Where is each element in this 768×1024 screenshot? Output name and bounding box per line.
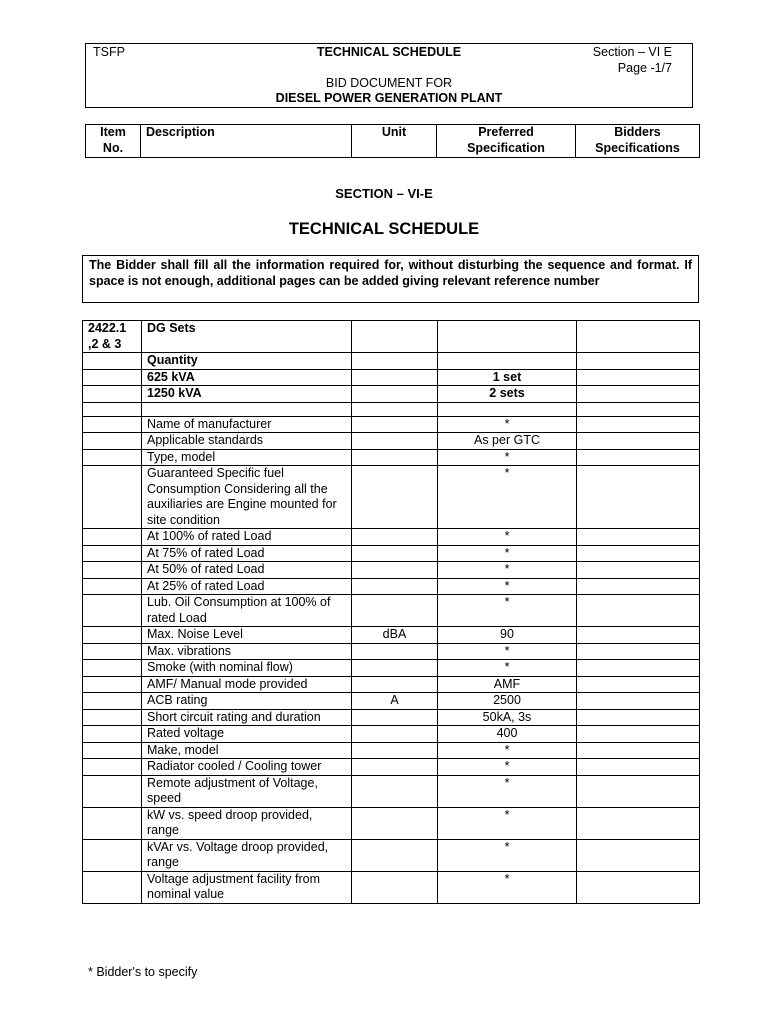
row-unit <box>352 321 438 353</box>
row-unit <box>352 578 438 595</box>
row-item <box>83 839 142 871</box>
document-header <box>85 43 693 108</box>
row-bidders <box>577 643 700 660</box>
row-description: At 75% of rated Load <box>142 545 352 562</box>
section-heading: SECTION – VI-E <box>335 186 433 201</box>
table-row <box>83 369 700 386</box>
row-unit <box>352 871 438 903</box>
col-item: Item No. <box>86 125 141 158</box>
row-bidders <box>577 321 700 353</box>
row-preferred: * <box>438 595 577 627</box>
row-item <box>83 369 142 386</box>
row-bidders <box>577 742 700 759</box>
row-description: Applicable standards <box>142 433 352 450</box>
row-description <box>142 402 352 416</box>
row-preferred: 2 sets <box>438 386 577 403</box>
row-unit <box>352 775 438 807</box>
row-item <box>83 643 142 660</box>
row-unit <box>352 660 438 677</box>
row-item <box>83 709 142 726</box>
row-bidders <box>577 693 700 710</box>
row-bidders <box>577 449 700 466</box>
row-unit <box>352 353 438 370</box>
row-preferred: 50kA, 3s <box>438 709 577 726</box>
row-bidders <box>577 775 700 807</box>
row-item <box>83 386 142 403</box>
row-item <box>83 529 142 546</box>
header-title: TECHNICAL SCHEDULE <box>316 45 462 59</box>
row-bidders <box>577 386 700 403</box>
table-row <box>83 321 700 353</box>
row-preferred: * <box>438 759 577 776</box>
section-title: TECHNICAL SCHEDULE <box>288 220 480 238</box>
table-row <box>83 595 700 627</box>
row-item <box>83 545 142 562</box>
row-preferred: * <box>438 416 577 433</box>
row-preferred: * <box>438 807 577 839</box>
row-preferred <box>438 402 577 416</box>
row-preferred: * <box>438 643 577 660</box>
row-description: Smoke (with nominal flow) <box>142 660 352 677</box>
row-unit <box>352 416 438 433</box>
row-item <box>83 562 142 579</box>
row-unit <box>352 386 438 403</box>
row-item <box>83 416 142 433</box>
table-row <box>83 643 700 660</box>
row-unit <box>352 676 438 693</box>
row-preferred: 400 <box>438 726 577 743</box>
row-preferred: AMF <box>438 676 577 693</box>
table-row <box>83 529 700 546</box>
row-item <box>83 433 142 450</box>
row-unit <box>352 807 438 839</box>
row-bidders <box>577 709 700 726</box>
row-item <box>83 676 142 693</box>
row-bidders <box>577 562 700 579</box>
row-item <box>83 627 142 644</box>
table-row <box>83 562 700 579</box>
table-row <box>83 402 700 416</box>
row-bidders <box>577 726 700 743</box>
row-preferred: 2500 <box>438 693 577 710</box>
row-unit <box>352 545 438 562</box>
table-row <box>83 693 700 710</box>
footnote: * Bidder's to specify <box>88 965 198 979</box>
row-description: At 100% of rated Load <box>142 529 352 546</box>
row-item <box>83 449 142 466</box>
row-unit: dBA <box>352 627 438 644</box>
row-preferred: 90 <box>438 627 577 644</box>
table-row <box>83 839 700 871</box>
row-preferred: * <box>438 839 577 871</box>
row-unit <box>352 562 438 579</box>
row-bidders <box>577 466 700 529</box>
table-row <box>83 416 700 433</box>
table-row <box>83 742 700 759</box>
row-preferred: * <box>438 466 577 529</box>
table-row <box>83 660 700 677</box>
row-item <box>83 402 142 416</box>
row-unit <box>352 369 438 386</box>
row-unit <box>352 402 438 416</box>
header-plant: DIESEL POWER GENERATION PLANT <box>275 91 503 105</box>
row-description: Remote adjustment of Voltage, speed <box>142 775 352 807</box>
row-description: Name of manufacturer <box>142 416 352 433</box>
row-bidders <box>577 660 700 677</box>
row-item <box>83 871 142 903</box>
row-bidders <box>577 871 700 903</box>
row-item <box>83 466 142 529</box>
row-preferred: 1 set <box>438 369 577 386</box>
row-item <box>83 693 142 710</box>
row-description: Type, model <box>142 449 352 466</box>
header-page: Page -1/7 <box>617 61 672 75</box>
table-row <box>83 726 700 743</box>
row-bidders <box>577 807 700 839</box>
table-row <box>83 759 700 776</box>
table-row <box>83 466 700 529</box>
table-row <box>83 871 700 903</box>
row-bidders <box>577 529 700 546</box>
row-description: Max. Noise Level <box>142 627 352 644</box>
row-unit <box>352 466 438 529</box>
row-bidders <box>577 369 700 386</box>
row-description: Radiator cooled / Cooling tower <box>142 759 352 776</box>
row-preferred: * <box>438 660 577 677</box>
table-row <box>83 433 700 450</box>
col-description: Description <box>141 125 352 158</box>
row-description: Max. vibrations <box>142 643 352 660</box>
row-bidders <box>577 402 700 416</box>
row-preferred: As per GTC <box>438 433 577 450</box>
table-row <box>83 676 700 693</box>
row-description: At 25% of rated Load <box>142 578 352 595</box>
row-item <box>83 595 142 627</box>
row-bidders <box>577 578 700 595</box>
row-bidders <box>577 759 700 776</box>
schedule-table <box>82 320 700 904</box>
row-bidders <box>577 839 700 871</box>
table-row <box>83 386 700 403</box>
row-description: Lub. Oil Consumption at 100% of rated Load <box>142 595 352 627</box>
row-unit <box>352 643 438 660</box>
row-description: 625 kVA <box>142 369 352 386</box>
row-preferred <box>438 353 577 370</box>
row-item <box>83 759 142 776</box>
row-bidders <box>577 595 700 627</box>
row-item: 2422.1 ,2 & 3 <box>83 321 142 353</box>
row-unit <box>352 726 438 743</box>
row-unit <box>352 709 438 726</box>
row-description: 1250 kVA <box>142 386 352 403</box>
row-description: Make, model <box>142 742 352 759</box>
row-unit <box>352 449 438 466</box>
row-unit <box>352 595 438 627</box>
table-row <box>83 627 700 644</box>
row-description: Short circuit rating and duration <box>142 709 352 726</box>
row-preferred: * <box>438 562 577 579</box>
header-section: Section – VI E <box>592 45 672 59</box>
row-description: Guaranteed Specific fuel Consumption Considering all the auxiliaries are Engine mounted for site condition <box>142 466 352 529</box>
row-description: At 50% of rated Load <box>142 562 352 579</box>
row-description: ACB rating <box>142 693 352 710</box>
row-item <box>83 807 142 839</box>
row-item <box>83 660 142 677</box>
table-row <box>83 449 700 466</box>
col-unit: Unit <box>352 125 437 158</box>
row-bidders <box>577 416 700 433</box>
row-item <box>83 742 142 759</box>
row-unit <box>352 742 438 759</box>
row-unit <box>352 839 438 871</box>
row-preferred <box>438 321 577 353</box>
table-row <box>83 353 700 370</box>
col-preferred: Preferred Specification <box>437 125 576 158</box>
row-unit <box>352 529 438 546</box>
header-org: TSFP <box>93 45 125 59</box>
row-description: Rated voltage <box>142 726 352 743</box>
row-preferred: * <box>438 449 577 466</box>
table-row <box>83 775 700 807</box>
row-preferred: * <box>438 545 577 562</box>
row-unit: A <box>352 693 438 710</box>
row-description: kW vs. speed droop provided, range <box>142 807 352 839</box>
row-item <box>83 775 142 807</box>
table-row <box>83 807 700 839</box>
row-unit <box>352 433 438 450</box>
col-bidders: Bidders Specifications <box>576 125 700 158</box>
row-item <box>83 578 142 595</box>
row-bidders <box>577 433 700 450</box>
row-bidders <box>577 627 700 644</box>
table-row <box>83 545 700 562</box>
column-header-table <box>85 124 700 158</box>
row-description: Voltage adjustment facility from nominal value <box>142 871 352 903</box>
instruction-box: The Bidder shall fill all the information required for, without disturbing the sequence and format. If space is not enough, additional pages can be added giving relevant reference number <box>82 255 699 303</box>
row-unit <box>352 759 438 776</box>
row-preferred: * <box>438 871 577 903</box>
row-description: kVAr vs. Voltage droop provided, range <box>142 839 352 871</box>
row-preferred: * <box>438 529 577 546</box>
row-bidders <box>577 353 700 370</box>
table-row <box>83 578 700 595</box>
row-preferred: * <box>438 578 577 595</box>
row-description: AMF/ Manual mode provided <box>142 676 352 693</box>
row-bidders <box>577 676 700 693</box>
row-preferred: * <box>438 742 577 759</box>
table-row <box>83 709 700 726</box>
row-preferred: * <box>438 775 577 807</box>
row-description: Quantity <box>142 353 352 370</box>
header-subtitle: BID DOCUMENT FOR <box>325 76 453 90</box>
row-bidders <box>577 545 700 562</box>
row-description: DG Sets <box>142 321 352 353</box>
row-item <box>83 726 142 743</box>
row-item <box>83 353 142 370</box>
